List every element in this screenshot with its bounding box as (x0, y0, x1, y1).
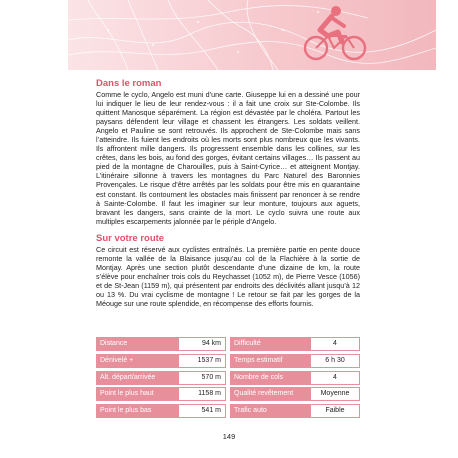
stat-row (96, 371, 360, 385)
stat-label: Point le plus bas (96, 404, 178, 418)
stat-value: 4 (310, 371, 360, 385)
stat-value: 4 (310, 337, 360, 351)
stat-label: Difficulté (230, 337, 310, 351)
section-title-route: Sur votre route (96, 233, 165, 244)
section-body-roman: Comme le cyclo, Angelo est muni d’une carte. Giuseppe lui en a dessiné une pour lui indiquer le lieu de leur rendez-vous : il a fait une croix sur Ste-Colombe. Ils quittent Manosque séparément. La région est dévastée par le choléra. Partout les paysans défendent leur village et chassent les étrangers. Les soldats veillent. Angelo et Pauline se sont retrouvés. Ils approchent de Ste-Colombe mais sans l’atteindre. Ils fuient les endroits où les morts sont plus nombreux que les vivants. Ils affrontent mille dangers. Ils progressent ensemble dans les collines, sur les crêtes, dans les bois, au fond des gorges, évitant certains villages… Ils passent au pied de la montagne de Charouilles, puis à Saint-Cyrice… et atteignent Montjay. L’itinéraire sillonne à travers les montagnes du Parc Naturel des Baronnies Provençales. Le risque d’être arrêtés par les soldats pour être mis en quarantaine est constant. Ils contournent les obstacles mais finissent par renoncer à se rendre à Sainte-Colombe. Il faut les imaginer sur leur monture, toujours aux aguets, bravant les dangers, sans crainte de la mort. Le cyclo suivra une route aux multiples escarpements jalonnée par le périple d’Angelo. (96, 90, 360, 226)
stat-label: Qualité revêtement (230, 387, 310, 401)
stat-value: Faible (310, 404, 360, 418)
stat-label: Trafic auto (230, 404, 310, 418)
stat-value: 1537 m (178, 354, 226, 368)
page-number: 149 (222, 432, 236, 441)
section-body-route: Ce circuit est réservé aux cyclistes entraînés. La première partie en pente douce remonte la vallée de la Blaisance jusqu’au col de la Flachière à la sortie de Montjay. Après une section plutôt descendante d’une dizaine de km, la route s’élève pour enchaîner trois cols du Reychasset (1052 m), de Pierre Vesce (1056) et de St-Jean (1159 m), qui présentent par endroits des déclivités allant jusqu’à 12 ou 13 %. Du vrai cyclisme de montagne ! Le retour se fait par les gorges de la Méouge sur une route splendide, en récompense des efforts fournis. (96, 245, 360, 309)
stat-label: Distance (96, 337, 178, 351)
stat-label: Nombre de cols (230, 371, 310, 385)
cyclist-icon (298, 2, 368, 62)
stat-label: Dénivelé + (96, 354, 178, 368)
stat-row (96, 354, 360, 368)
stat-row (96, 387, 360, 401)
stat-value: 6 h 30 (310, 354, 360, 368)
stats-table (96, 337, 360, 421)
stat-value: 1158 m (178, 387, 226, 401)
section-title-roman: Dans le roman (96, 78, 162, 89)
map-illustration (68, 0, 436, 70)
stat-row (96, 404, 360, 418)
stat-row (96, 337, 360, 351)
stat-label: Temps estimatif (230, 354, 310, 368)
stat-label: Point le plus haut (96, 387, 178, 401)
stat-label: Alt. départ/arrivée (96, 371, 178, 385)
stat-value: 541 m (178, 404, 226, 418)
header-banner (68, 0, 436, 70)
stat-value: 94 km (178, 337, 226, 351)
stat-value: Moyenne (310, 387, 360, 401)
stat-value: 570 m (178, 371, 226, 385)
